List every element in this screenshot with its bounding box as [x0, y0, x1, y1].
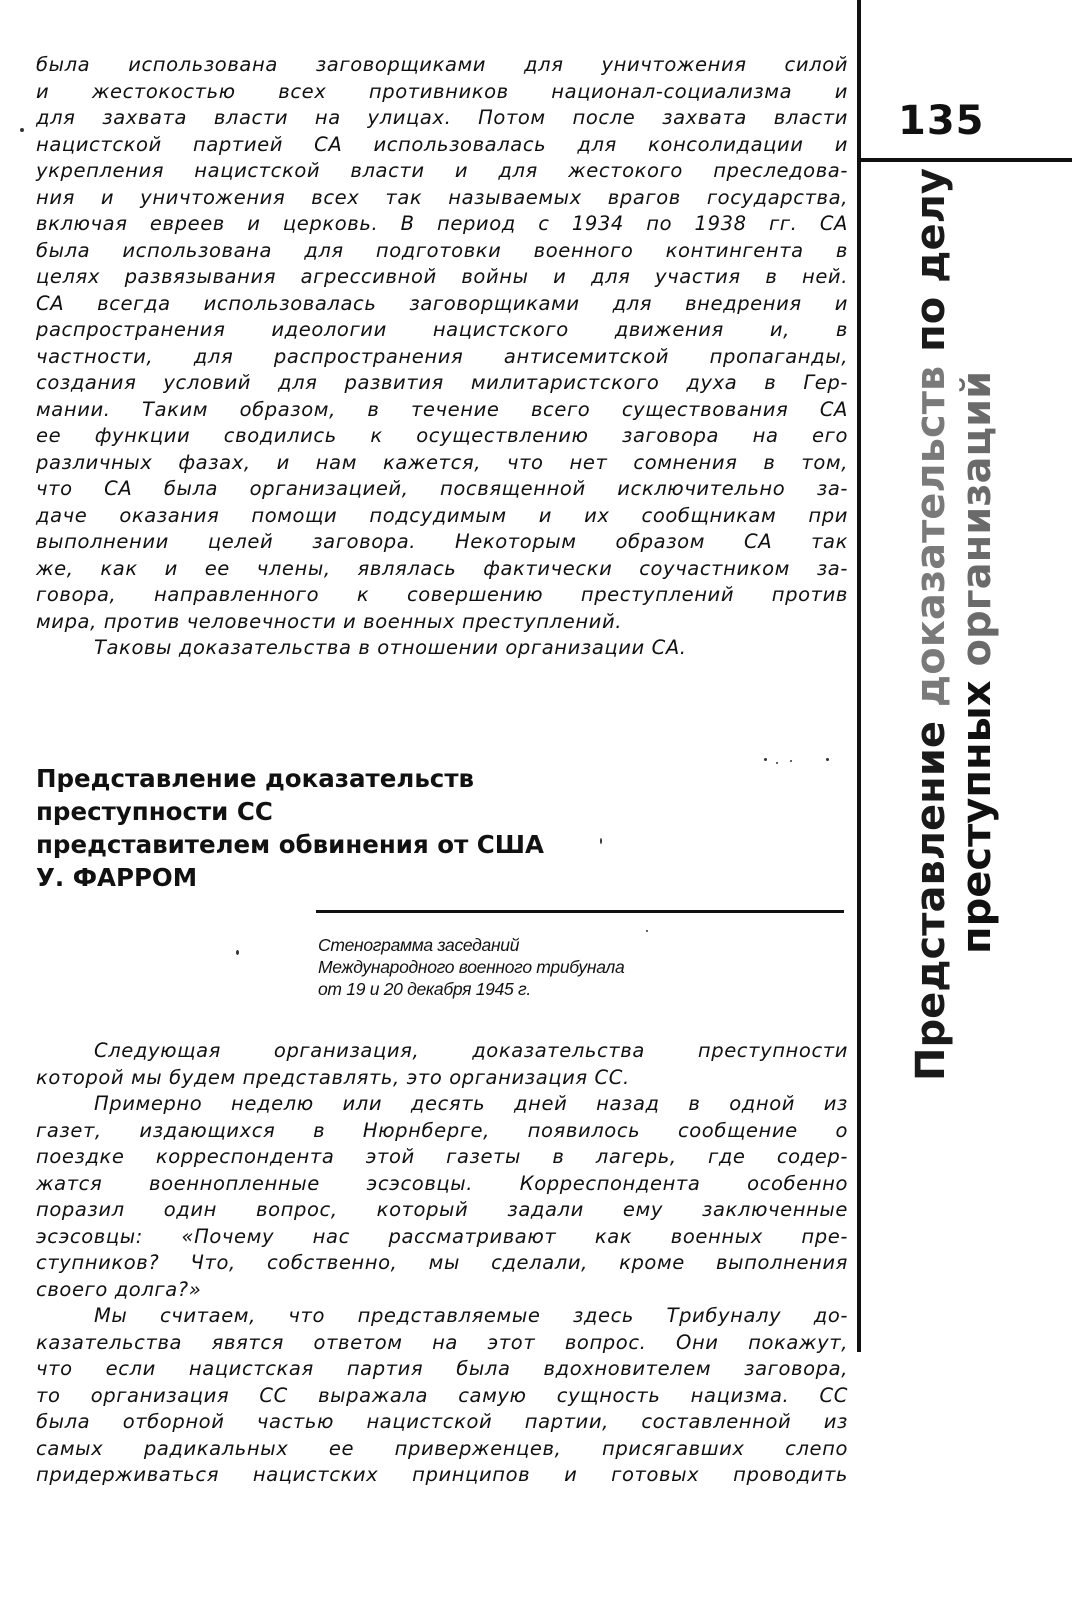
text-line: выполнении целей заговора. Некоторым образом СА так [36, 530, 848, 553]
scan-speck [776, 762, 778, 764]
text-line: мании. Таким образом, в течение всего существования СА [36, 397, 848, 421]
text-line: казательства явятся ответом на этот вопрос. Они покажут, [36, 1330, 848, 1354]
text-line: была использована заговорщиками для уничтожения силой [36, 53, 848, 76]
text-line: ступников? Что, собственно, мы сделали, кроме выполнения [36, 1251, 848, 1274]
text-line: эсэсовцы: «Почему нас рассматривают как военных пре- [36, 1224, 848, 1248]
running-head [895, 168, 1072, 1081]
scan-speck [826, 758, 829, 761]
text-line: что если нацистская партия была вдохновителем заговора, [36, 1357, 848, 1380]
section-heading [36, 762, 596, 894]
page-number: 135 [898, 98, 985, 144]
scan-speck [646, 930, 648, 932]
running-head-word: организаций [954, 370, 1000, 667]
text-line: мира, против человечности и военных преступлений. [36, 609, 623, 633]
scan-speck [764, 758, 767, 761]
text-line: была отборной частью нацистской партии, составленной из [36, 1410, 848, 1433]
text-line: то организация СС выражала самую сущность нацизма. СС [36, 1383, 848, 1407]
running-head-word: доказательств [908, 365, 954, 708]
text-line: Примерно неделю или десять дней назад в одной из [94, 1092, 848, 1115]
heading-line: преступности СС [36, 797, 273, 826]
text-line: Мы считаем, что представляемые здесь Трибуналу до- [94, 1304, 848, 1327]
text-line: газет, издающихся в Нюрнберге, появилось сообщение о [36, 1118, 848, 1142]
text-line: различных фазах, и нам кажется, что нет сомнения в том, [36, 450, 848, 474]
page-number-underline [861, 158, 1072, 162]
text-line: и жестокостью всех противников национал-социализма и [36, 79, 848, 103]
running-head-line1 [907, 168, 955, 1081]
heading-line: представителем обвинения от США [36, 830, 545, 859]
text-line: распространения идеологии нацистского движения и, в [36, 318, 848, 341]
text-line: ния и уничтожения всех так называемых врагов государства, [36, 185, 848, 209]
running-head-line2 [953, 371, 1001, 954]
source-line: Стенограмма заседаний [318, 935, 520, 955]
running-head-word: Представление [908, 721, 954, 1081]
source-divider [316, 910, 844, 913]
scan-speck [20, 128, 24, 132]
running-head-word: преступных [954, 680, 1000, 954]
source-line: от 19 и 20 декабря 1945 г. [318, 979, 531, 999]
text-line: жатся военнопленные эсэсовцы. Корреспондента особенно [36, 1171, 848, 1195]
closing-paragraph: Таковы доказательства в отношении организации СА. [94, 636, 687, 659]
source-line: Международного военного трибунала [318, 957, 625, 977]
text-line: самых радикальных ее приверженцев, присягавших слепо [36, 1436, 848, 1460]
text-line: целях развязывания агрессивной войны и для участия в ней. [36, 265, 848, 288]
text-line: частности, для распространения антисемитской пропаганды, [36, 344, 848, 368]
scan-speck [600, 838, 602, 844]
text-line: СА всегда использовалась заговорщиками для внедрения и [36, 291, 848, 315]
source-note [318, 934, 798, 1000]
text-line: нацистской партией СА использовалась для консолидации и [36, 132, 848, 156]
text-line: говора, направленного к совершению преступлений против [36, 583, 848, 606]
heading-line: Представление доказательств [36, 764, 475, 793]
text-line: же, как и ее члены, являлась фактически соучастником за- [36, 556, 848, 580]
text-line: поразил один вопрос, который задали ему заключенные [36, 1198, 848, 1221]
text-line: даче оказания помощи подсудимым и их сообщникам при [36, 503, 848, 527]
text-line: своего долга?» [36, 1277, 202, 1301]
heading-author: У. ФАРРОМ [36, 863, 198, 892]
text-line: придерживаться нацистских принципов и готовых проводить [36, 1463, 848, 1486]
text-line: что СА была организацией, посвященной исключительно за- [36, 477, 848, 500]
bottom-text-block [36, 1038, 848, 1489]
text-line: поездке корреспондента этой газеты в лагерь, где содер- [36, 1145, 848, 1168]
text-line: создания условий для развития милитаристского духа в Гер- [36, 371, 848, 394]
text-line: включая евреев и церковь. В период с 1934 по 1938 гг. СА [36, 212, 848, 235]
margin-rule [857, 0, 861, 1352]
scan-speck [790, 760, 792, 762]
text-line: ее функции сводились к осуществлению заговора на его [36, 424, 848, 447]
text-line: была использована для подготовки военного контингента в [36, 238, 848, 262]
text-line: Следующая организация, доказательства преступности [94, 1039, 848, 1062]
scan-speck [236, 950, 239, 955]
text-line: для захвата власти на улицах. Потом после захвата власти [36, 106, 848, 129]
top-text-block [36, 52, 848, 662]
text-line: которой мы будем представлять, это организация СС. [36, 1065, 630, 1089]
text-line: укрепления нацистской власти и для жестокого преследова- [36, 159, 848, 182]
running-head-word: по делу [908, 168, 954, 352]
